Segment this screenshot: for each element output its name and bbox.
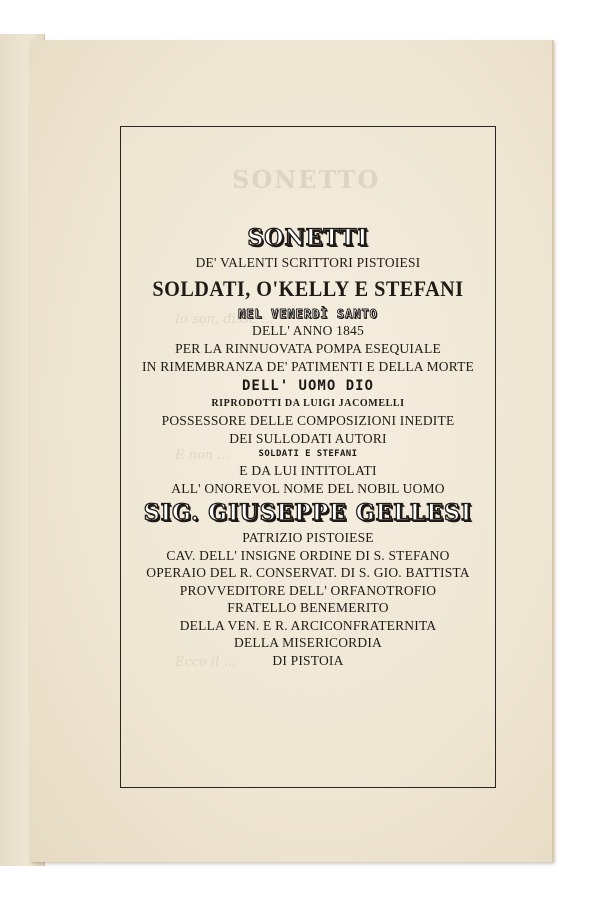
occasion-line: NEL VENERDÌ SANTO	[238, 306, 378, 321]
patrician-line: PATRIZIO PISTOIESE	[242, 530, 374, 545]
title-sonetti: SONETTI	[247, 225, 369, 251]
misericordia-line: DELLA MISERICORDIA	[234, 635, 382, 650]
authors-reference-line: DEI SULLODATI AUTORI	[229, 430, 387, 446]
brother-line: FRATELLO BENEMERITO	[227, 600, 389, 615]
subtitle-authors-origin: DE' VALENTI SCRITTORI PISTOIESI	[195, 255, 421, 270]
titled-by-line: E DA LUI INTITOLATI	[239, 463, 377, 478]
year-line: DELL' ANNO 1845	[252, 322, 364, 338]
orphanage-line: PROVVEDITORE DELL' ORFANOTROFIO	[179, 582, 437, 598]
title-page-content	[121, 227, 495, 667]
reproduced-by-line: RIPRODOTTI DA LUIGI JACOMELLI	[211, 398, 405, 409]
title-frame	[120, 126, 496, 788]
city-line: DI PISTOIA	[272, 652, 344, 668]
authors-names: SOLDATI, O'KELLY E STEFANI	[152, 275, 464, 301]
confraternity-line: DELLA VEN. E R. ARCICONFRATERNITA	[179, 617, 437, 633]
dedicatee-name: SIG. GIUSEPPE GELLESI	[143, 500, 473, 526]
dedication-line: ALL' ONOREVOL NOME DEL NOBIL UOMO	[171, 480, 445, 496]
dell-uomo-dio: DELL' UOMO DIO	[241, 378, 374, 394]
ceremony-line: PER LA RINNUOVATA POMPA ESEQUIALE	[175, 341, 441, 356]
possessor-line: POSSESSORE DELLE COMPOSIZIONI INEDITE	[161, 413, 455, 428]
remembrance-line: IN RIMEMBRANZA DE' PATIMENTI E DELLA MORTE	[141, 358, 475, 374]
conservatory-line: OPERAIO DEL R. CONSERVAT. DI S. GIO. BATTISTA	[146, 565, 470, 580]
knight-order-line: CAV. DELL' INSIGNE ORDINE DI S. STEFANO	[166, 547, 450, 563]
soldati-stefani-line: SOLDATI E STEFANI	[258, 449, 358, 459]
